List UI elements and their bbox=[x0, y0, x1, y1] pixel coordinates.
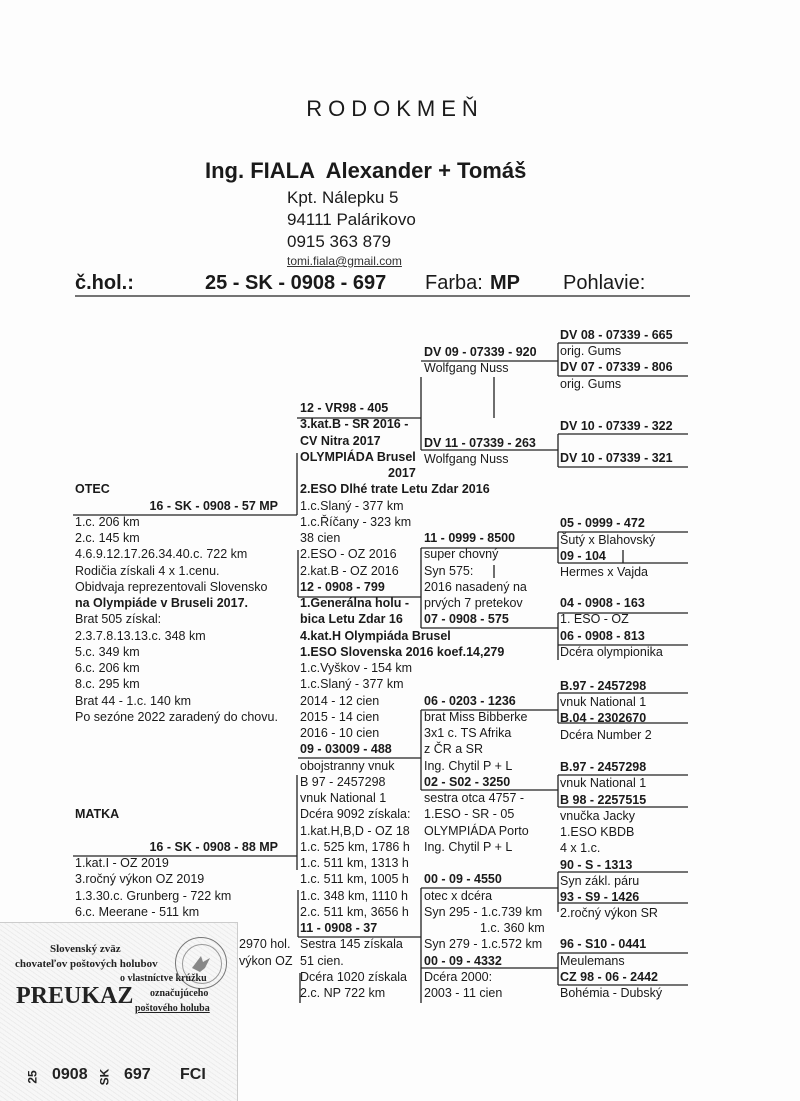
gen3-e bbox=[424, 871, 542, 920]
pedigree-line: 11 - 0908 - 37 bbox=[300, 921, 378, 935]
pedigree-line: 00 - 09 - 4332 bbox=[424, 953, 502, 968]
gen4-g7 bbox=[560, 857, 658, 922]
pedigree-line: 2015 - 14 cien bbox=[300, 709, 380, 724]
pedigree-line: Syn 295 - 1.c.739 km bbox=[424, 904, 543, 919]
pedigree-line: Brat 44 - 1.c. 140 km bbox=[75, 693, 192, 708]
pedigree-line: 1.c. 511 km, 1313 h bbox=[300, 856, 409, 870]
pedigree-line: orig. Gums bbox=[560, 376, 622, 391]
pedigree-line: B 97 - 2457298 bbox=[300, 774, 386, 789]
pedigree-line: 1.c. 360 km bbox=[480, 921, 545, 935]
owner-name: Ing. FIALA Alexander + Tomáš bbox=[205, 158, 527, 183]
pedigree-line: 09 - 104 bbox=[560, 548, 606, 563]
pedigree-line: Syn 575: bbox=[424, 563, 474, 578]
pedigree-line: 1.c. 348 km, 1110 h bbox=[300, 888, 408, 903]
pedigree-line: z ČR a SR bbox=[424, 742, 484, 757]
pedigree-line: 07 - 0908 - 575 bbox=[424, 612, 509, 627]
pedigree-line: Brat 505 získal: bbox=[75, 612, 162, 627]
pedigree-line: Wolfgang Nuss bbox=[424, 452, 509, 467]
pedigree-line: 1.c.Slaný - 377 km bbox=[300, 677, 404, 692]
ring-label: č.hol.: bbox=[75, 272, 134, 294]
pedigree-line: bica Letu Zdar 16 bbox=[300, 612, 403, 627]
gen3-b bbox=[424, 435, 536, 468]
pedigree-line: 2.3.7.8.13.13.c. 348 km bbox=[75, 628, 206, 643]
pedigree-line: prvých 7 pretekov bbox=[424, 596, 523, 610]
mother-notes bbox=[75, 855, 231, 920]
pedigree-line: 4.kat.H Olympiáda Brusel bbox=[300, 628, 451, 643]
pedigree-line: 12 - 0908 - 799 bbox=[300, 579, 385, 594]
pedigree-line: 1.c. 206 km bbox=[75, 514, 140, 529]
pedigree-line: Hermes x Vajda bbox=[560, 565, 648, 580]
pedigree-line: 16 - SK - 0908 - 88 MP bbox=[149, 839, 278, 854]
pedigree-line: 2016 nasadený na bbox=[424, 579, 527, 594]
pedigree-line: 3x1 c. TS Afrika bbox=[424, 726, 512, 740]
pedigree-line: Dcéra 2000: bbox=[424, 969, 493, 984]
card-sub3: poštového holuba bbox=[135, 1003, 210, 1014]
gen3-e2 bbox=[480, 920, 545, 936]
pedigree-line: 4.6.9.12.17.26.34.40.c. 722 km bbox=[75, 547, 248, 562]
pedigree-line: 04 - 0908 - 163 bbox=[560, 596, 645, 610]
pedigree-line: 2.c. 511 km, 3656 h bbox=[300, 904, 409, 919]
pedigree-line: 3.kat.B - SR 2016 - bbox=[300, 417, 409, 432]
pedigree-line: 1.c.Vyškov - 154 km bbox=[300, 661, 413, 675]
pedigree-line: 1.c. 511 km, 1005 h bbox=[300, 872, 409, 887]
pedigree-line: orig. Gums bbox=[560, 344, 622, 359]
pedigree-line: 1.c.Slaný - 377 km bbox=[300, 498, 404, 513]
mother-ring-id bbox=[75, 839, 278, 855]
pedigree-line: 96 - S10 - 0441 bbox=[560, 937, 647, 952]
pedigree-line: 4 x 1.c. bbox=[560, 841, 601, 856]
pedigree-line: 09 - 03009 - 488 bbox=[300, 742, 392, 757]
pedigree-line: 00 - 09 - 4550 bbox=[424, 872, 502, 887]
pedigree-line: 90 - S - 1313 bbox=[560, 857, 633, 872]
pedigree-line: Dcéra 1020 získala bbox=[300, 969, 408, 984]
card-sub1: o vlastníctve krúžku bbox=[120, 973, 207, 984]
pedigree-line: 05 - 0999 - 472 bbox=[560, 516, 645, 531]
pedigree-line: vnučka Jacky bbox=[560, 808, 636, 823]
owner-phone: 0915 363 879 bbox=[287, 232, 391, 251]
pedigree-line: Ing. Chytil P + L bbox=[424, 839, 513, 854]
mother-label bbox=[75, 806, 119, 822]
pedigree-line: DV 09 - 07339 - 920 bbox=[424, 344, 537, 359]
pedigree-line: 1.c. 525 km, 1786 h bbox=[300, 839, 410, 854]
pedigree-line: Sestra 145 získala bbox=[300, 937, 403, 952]
pedigree-line: 1.ESO Slovenska 2016 koef.14,279 bbox=[300, 644, 505, 659]
gen4-g1 bbox=[560, 327, 673, 392]
card-sub2: označujúceho bbox=[150, 988, 209, 999]
pedigree-line: 2.c. 145 km bbox=[75, 531, 140, 545]
pedigree-line: 6.c. 206 km bbox=[75, 661, 140, 675]
pedigree-line: 1. ESO - OZ bbox=[560, 612, 629, 627]
pedigree-line: obojstranny vnuk bbox=[300, 758, 395, 773]
pedigree-line: DV 10 - 07339 - 322 bbox=[560, 418, 673, 433]
pedigree-line: Wolfgang Nuss bbox=[424, 361, 509, 376]
pedigree-line: 2016 - 10 cien bbox=[300, 726, 380, 740]
pedigree-line: Rodičia získali 4 x 1.cenu. bbox=[75, 563, 220, 578]
father-label bbox=[75, 481, 110, 497]
pedigree-line: 2.ESO Dlhé trate Letu Zdar 2016 bbox=[300, 482, 490, 497]
pedigree-line: 6.c. Meerane - 511 km bbox=[75, 904, 200, 919]
owner-city: 94111 Palárikovo bbox=[287, 210, 416, 229]
color-label: Farba: bbox=[425, 272, 483, 294]
gen4-g8 bbox=[560, 936, 662, 1001]
pedigree-line: OLYMPIÁDA Porto bbox=[424, 823, 529, 838]
pedigree-line: 2017 bbox=[388, 466, 416, 480]
pedigree-line: 12 - VR98 - 405 bbox=[300, 401, 389, 415]
card-title: PREUKAZ bbox=[16, 983, 134, 1009]
pedigree-line: super chovný bbox=[424, 547, 499, 562]
pedigree-line: 1.kat.H,B,D - OZ 18 bbox=[300, 823, 410, 838]
pedigree-line: 2.kat.B - OZ 2016 bbox=[300, 563, 399, 578]
pedigree-line: Meulemans bbox=[560, 953, 625, 968]
pedigree-line: DV 10 - 07339 - 321 bbox=[560, 451, 673, 466]
pedigree-line: 2.c. NP 722 km bbox=[300, 986, 386, 1000]
pedigree-line: 06 - 0908 - 813 bbox=[560, 628, 645, 643]
card-ring-club: 0908 bbox=[52, 1066, 88, 1083]
pedigree-line: 1.kat.I - OZ 2019 bbox=[75, 856, 169, 870]
pedigree-line: 2970 hol. bbox=[239, 937, 291, 952]
gen3-a bbox=[424, 344, 537, 377]
pedigree-line: Obidvaja reprezentovali Slovensko bbox=[75, 579, 268, 594]
pedigree-line: 02 - S02 - 3250 bbox=[424, 774, 511, 789]
pedigree-line: 38 cien bbox=[300, 531, 341, 545]
pedigree-line: MATKA bbox=[75, 807, 120, 822]
gen4-g3 bbox=[560, 515, 655, 580]
owner-street: Kpt. Nálepku 5 bbox=[287, 188, 399, 207]
ownership-card bbox=[0, 922, 238, 1101]
pedigree-line: Po sezóne 2022 zaradený do chovu. bbox=[75, 709, 278, 724]
pedigree-line: 16 - SK - 0908 - 57 MP bbox=[149, 498, 278, 513]
sex-label: Pohlavie: bbox=[563, 272, 646, 294]
color-value: MP bbox=[490, 272, 520, 294]
pedigree-line: otec x dcéra bbox=[424, 888, 493, 903]
pedigree-line: vnuk National 1 bbox=[300, 791, 387, 805]
pedigree-line: Šutý x Blahovský bbox=[560, 532, 656, 547]
pedigree-line: 2003 - 11 cien bbox=[424, 986, 503, 1000]
pedigree-line: 11 - 0999 - 8500 bbox=[424, 531, 516, 545]
gen3-d bbox=[424, 693, 529, 856]
pedigree-line: Dcéra 9092 získala: bbox=[300, 807, 411, 822]
pedigree-line: DV 08 - 07339 - 665 bbox=[560, 327, 673, 342]
pedigree-line: Bohémia - Dubský bbox=[560, 986, 663, 1000]
pedigree-line: na Olympiáde v Bruseli 2017. bbox=[75, 596, 248, 610]
pedigree-line bbox=[560, 434, 673, 450]
pedigree-line: 1.c.Říčany - 323 km bbox=[300, 514, 412, 529]
pedigree-line: sestra otca 4757 - bbox=[424, 791, 525, 805]
ring-number: 25 - SK - 0908 - 697 bbox=[205, 272, 387, 294]
card-org-line2: chovateľov poštových holubov bbox=[15, 958, 158, 970]
pedigree-line: OTEC bbox=[75, 482, 110, 497]
grandsire-year bbox=[388, 465, 416, 481]
pedigree-line: 1.ESO - SR - 05 bbox=[424, 807, 515, 822]
gen3-c bbox=[424, 530, 527, 628]
pedigree-line: DV 11 - 07339 - 263 bbox=[424, 435, 536, 450]
gen4-g6 bbox=[560, 759, 646, 857]
gen4-g2 bbox=[560, 418, 673, 467]
mother-notes-hidden bbox=[239, 936, 293, 969]
gen3-f bbox=[424, 936, 542, 1001]
pedigree-line: 51 cien. bbox=[300, 953, 344, 968]
owner-email: tomi.fiala@gmail.com bbox=[287, 254, 402, 268]
pedigree-line: B.97 - 2457298 bbox=[560, 760, 647, 775]
pedigree-line: B.97 - 2457298 bbox=[560, 678, 647, 693]
pedigree-line: B 98 - 2257515 bbox=[560, 792, 647, 807]
pedigree-line: Ing. Chytil P + L bbox=[424, 758, 513, 773]
pedigree-line: 2.ročný výkon SR bbox=[560, 906, 658, 921]
pedigree-line: výkon OZ bbox=[239, 953, 293, 968]
pedigree-line: vnuk National 1 bbox=[560, 695, 647, 710]
card-ring-year: 25 bbox=[25, 1070, 40, 1084]
pedigree-line: Dcéra Number 2 bbox=[560, 727, 652, 742]
pedigree-line: 1.Generálna holu - bbox=[300, 596, 410, 610]
pedigree-line: OLYMPIÁDA Brusel bbox=[300, 449, 416, 464]
pedigree-line: CZ 98 - 06 - 2442 bbox=[560, 969, 658, 984]
pedigree-line: vnuk National 1 bbox=[560, 776, 647, 791]
pedigree-line: brat Miss Bibberke bbox=[424, 709, 528, 724]
pedigree-line: CV Nitra 2017 bbox=[300, 433, 381, 448]
pedigree-line: 5.c. 349 km bbox=[75, 644, 140, 659]
father-notes bbox=[75, 514, 278, 725]
pedigree-line: Syn 279 - 1.c.572 km bbox=[424, 937, 543, 952]
pedigree-line: 2014 - 12 cien bbox=[300, 693, 380, 708]
pedigree-line: 3.ročný výkon OZ 2019 bbox=[75, 872, 205, 887]
gen4-g5 bbox=[560, 678, 652, 743]
pedigree-line: 1.ESO KBDB bbox=[560, 825, 635, 840]
gen4-g4 bbox=[560, 595, 663, 660]
father-ring-id bbox=[75, 498, 278, 514]
pedigree-line: B.04 - 2302670 bbox=[560, 711, 647, 726]
pedigree-line: 8.c. 295 km bbox=[75, 677, 140, 692]
card-ring-number: 697 bbox=[124, 1066, 151, 1083]
pedigree-line: Syn zákl. páru bbox=[560, 873, 640, 888]
card-org-line1: Slovenský zväz bbox=[50, 943, 121, 955]
pedigree-line: 1.3.30.c. Grunberg - 722 km bbox=[75, 888, 232, 903]
pedigree-line: 93 - S9 - 1426 bbox=[560, 890, 640, 905]
pedigree-line: 06 - 0203 - 1236 bbox=[424, 693, 516, 708]
card-fci: FCI bbox=[180, 1066, 206, 1083]
pedigree-line: 2.ESO - OZ 2016 bbox=[300, 547, 397, 562]
card-ring-country: SK bbox=[97, 1068, 112, 1086]
pedigree-line: DV 07 - 07339 - 806 bbox=[560, 360, 673, 375]
pedigree-line: Dcéra olympionika bbox=[560, 644, 663, 659]
page-title: RODOKMEŇ bbox=[306, 96, 484, 121]
